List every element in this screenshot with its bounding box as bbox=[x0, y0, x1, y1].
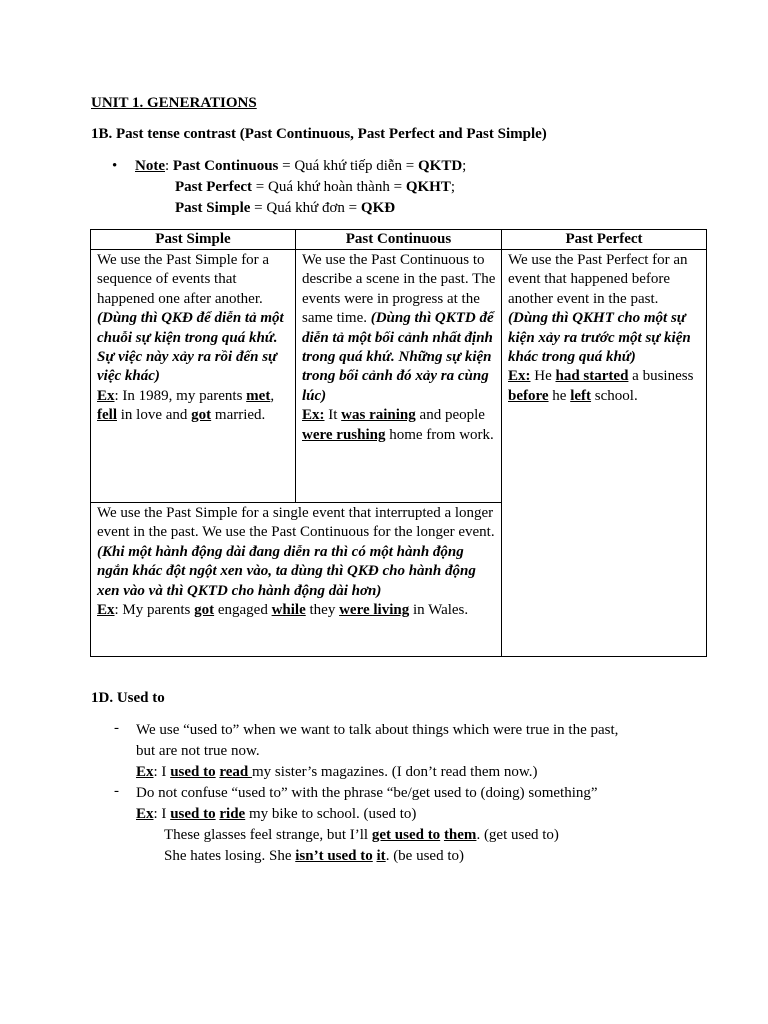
confuse-rule-line: Do not confuse “used to” with the phrase “be/get used to (doing) something” bbox=[136, 785, 598, 801]
verb-highlight: while bbox=[271, 602, 306, 619]
note-line-past-continuous: Note: Past Continuous = Quá khứ tiếp diễn = QKTD; bbox=[135, 158, 467, 174]
section-1b-heading: 1B. Past tense contrast (Past Continuous, Past Perfect and Past Simple) bbox=[91, 126, 547, 142]
get-used-to-example bbox=[164, 825, 559, 846]
example-text: my bike to school. (used to) bbox=[245, 806, 417, 822]
section-1d-heading: 1D. Used to bbox=[91, 690, 165, 706]
cell-past-perfect bbox=[501, 249, 707, 657]
note-end: ; bbox=[462, 158, 467, 174]
cell-past-simple bbox=[90, 249, 296, 503]
example-text: married. bbox=[211, 407, 266, 424]
cell-past-continuous bbox=[295, 249, 502, 503]
note-meaning: = Quá khứ đơn = bbox=[250, 200, 361, 216]
vietnamese-note: (Dùng thì QKTD để diễn tả một bối cảnh nhất định trong quá khứ. Những sự kiện trong bối cảnh đó xảy ra cùng lúc) bbox=[302, 310, 494, 404]
verb-highlight: was raining bbox=[341, 407, 416, 424]
note-meaning: = Quá khứ hoàn thành = bbox=[252, 179, 406, 195]
example-text: : I bbox=[153, 806, 171, 822]
example-text: my sister’s magazines. (I don’t read them now.) bbox=[252, 764, 538, 780]
example-label: Ex bbox=[97, 602, 115, 619]
used-to-example-2 bbox=[136, 804, 416, 825]
example-text: It bbox=[324, 407, 342, 424]
header-past-continuous: Past Continuous bbox=[295, 229, 502, 250]
keyword-highlight: isn’t used to bbox=[295, 848, 373, 864]
cell-interrupted-event bbox=[90, 502, 502, 657]
rule-text: We use the Past Continuous to describe a scene in the past. The events were in progress at the same time. bbox=[302, 252, 496, 327]
bullet-icon: • bbox=[112, 158, 118, 174]
example-label: Ex bbox=[97, 387, 115, 404]
example-text: engaged bbox=[214, 602, 272, 619]
rule-text: We use the Past Simple for a sequence of events that happened one after another. bbox=[97, 252, 270, 307]
note-label: Note bbox=[135, 158, 165, 174]
keyword-highlight: used to bbox=[170, 806, 216, 822]
keyword-highlight: get used to bbox=[371, 827, 441, 843]
header-past-simple: Past Simple bbox=[90, 229, 296, 250]
verb-highlight: left bbox=[570, 387, 592, 404]
example-text: in love and bbox=[117, 407, 192, 424]
note-line-past-simple bbox=[175, 198, 395, 219]
verb-highlight: got bbox=[191, 407, 212, 424]
example-text: These glasses feel strange, but I’ll bbox=[164, 827, 372, 843]
example-label: Ex bbox=[136, 806, 154, 822]
example-text: and people bbox=[415, 407, 485, 424]
header-past-perfect: Past Perfect bbox=[501, 229, 707, 250]
note-term: Past Simple bbox=[175, 200, 251, 216]
dash-icon: - bbox=[114, 783, 119, 799]
verb-highlight: fell bbox=[97, 407, 117, 424]
example-text: : My parents bbox=[114, 602, 195, 619]
used-to-rule-line-1: We use “used to” when we want to talk about things which were true in the past, bbox=[136, 722, 619, 738]
example-text: in Wales. bbox=[409, 602, 469, 619]
example-label: Ex: bbox=[302, 407, 325, 424]
note-end: ; bbox=[450, 179, 455, 195]
keyword-highlight: used to bbox=[170, 764, 216, 780]
example-text: school. bbox=[591, 387, 638, 404]
example-text: a business bbox=[628, 368, 694, 385]
vietnamese-note: (Dùng thì QKĐ để diễn tả một chuỗi sự kiện trong quá khứ. Sự việc này xảy ra rồi đến sự việc khác) bbox=[97, 310, 284, 385]
keyword-highlight: them bbox=[443, 827, 477, 843]
be-used-to-example bbox=[164, 846, 464, 867]
example-text: . (be used to) bbox=[385, 848, 464, 864]
example-label: Ex bbox=[136, 764, 154, 780]
note-term: Past Perfect bbox=[175, 179, 253, 195]
grammar-table bbox=[90, 229, 707, 657]
verb-highlight: had started bbox=[555, 368, 629, 385]
vietnamese-note: (Dùng thì QKHT cho một sự kiện xảy ra trước một sự kiện khác trong quá khứ) bbox=[508, 310, 691, 366]
verb-highlight: were living bbox=[339, 602, 410, 619]
example-text: they bbox=[305, 602, 340, 619]
note-abbr: QKĐ bbox=[360, 200, 396, 216]
dash-icon: - bbox=[114, 720, 119, 736]
example-text: he bbox=[548, 387, 571, 404]
note-meaning: = Quá khứ tiếp diễn = bbox=[278, 158, 418, 174]
example-text: She hates losing. She bbox=[164, 848, 296, 864]
verb-highlight: got bbox=[194, 602, 215, 619]
example-text: . (get used to) bbox=[476, 827, 559, 843]
example-label: Ex: bbox=[508, 368, 531, 385]
used-to-rule-line-2: but are not true now. bbox=[136, 743, 260, 759]
example-text: : I bbox=[153, 764, 171, 780]
keyword-highlight: ride bbox=[219, 806, 246, 822]
verb-highlight: before bbox=[508, 387, 549, 404]
example-text: home from work. bbox=[385, 426, 494, 443]
keyword-highlight: it bbox=[376, 848, 386, 864]
verb-highlight: met bbox=[246, 387, 271, 404]
example-text: He bbox=[530, 368, 556, 385]
unit-title: UNIT 1. GENERATIONS bbox=[91, 95, 257, 111]
keyword-highlight: read bbox=[219, 764, 253, 780]
note-abbr: QKTD bbox=[417, 158, 463, 174]
rule-text: We use the Past Simple for a single event that interrupted a longer event in the past. We use the Past Continuous for the longer event. bbox=[97, 505, 495, 541]
note-term: Past Continuous bbox=[172, 158, 279, 174]
note-abbr: QKHT bbox=[405, 179, 451, 195]
vietnamese-note: (Khi một hành động dài đang diễn ra thì có một hành động ngắn khác đột ngột xen vào, ta dùng thì QKĐ cho hành động xen vào và thì QKTD cho hành động dài hơn) bbox=[97, 543, 476, 599]
example-text: , bbox=[270, 387, 275, 404]
verb-highlight: were rushing bbox=[302, 426, 386, 443]
note-line-past-perfect bbox=[175, 177, 455, 198]
used-to-example-1 bbox=[136, 762, 538, 783]
example-text: : In 1989, my parents bbox=[114, 387, 247, 404]
rule-text: We use the Past Perfect for an event that happened before another event in the past. bbox=[508, 252, 688, 307]
